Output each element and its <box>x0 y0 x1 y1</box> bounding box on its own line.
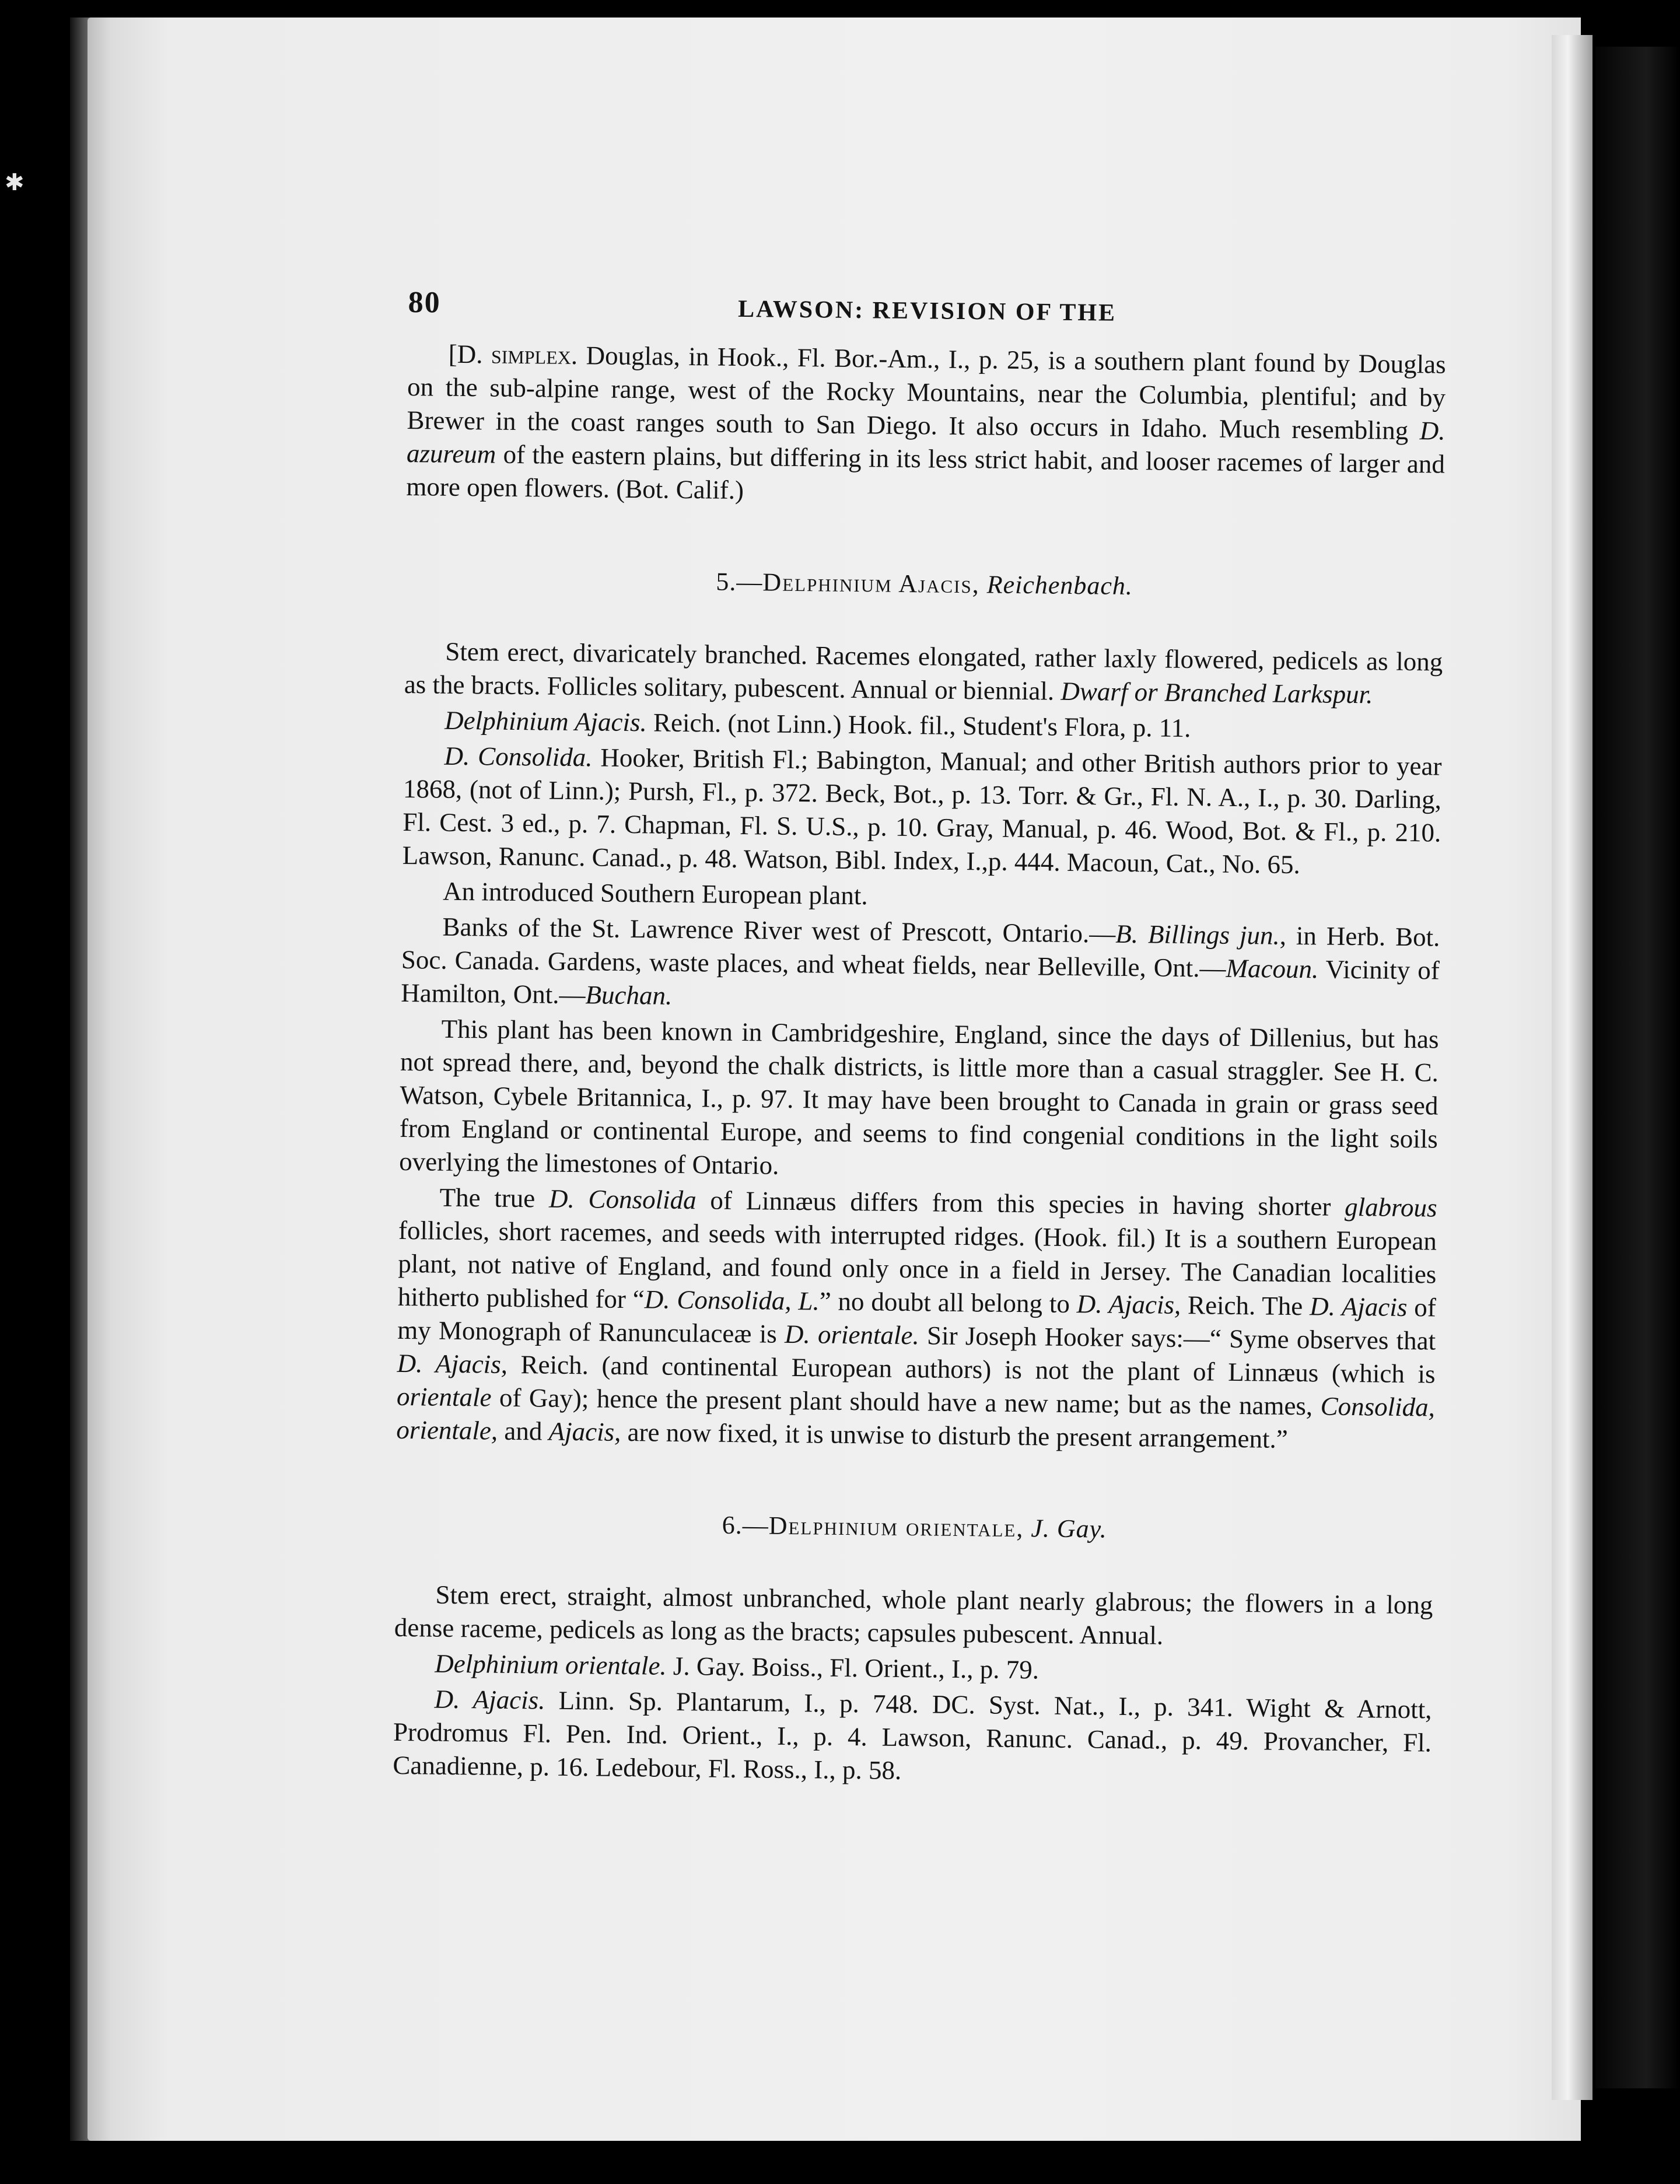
body-text: of Linnæus differs from this species in having shorter <box>696 1185 1345 1222</box>
history-paragraph: This plant has been known in Cambridgeshire, England, since the days of Dillenius, but has not spread there, and, beyond the chalk districts, is little more than a casual straggler. See H. C. Watson, Cybele Britannica, I., p. 97. It may have been brought to Canada in grain or grass seed from England or continental Europe, and seems to find congenial conditions in the light soils overlying the limestones of Ontario. <box>399 1014 1439 1180</box>
page-text <box>393 286 1447 1795</box>
synonym-name: Delphinium Ajacis. <box>444 705 648 737</box>
body-text: of my Monograph of Ranunculaceæ is <box>397 1293 1437 1349</box>
synonym-name: Delphinium orientale. <box>435 1648 667 1681</box>
taxon-name: D. Ajacis, <box>397 1348 508 1379</box>
description-text: Stem erect, divaricately branched. Racemes elongated, rather laxly flowered, pedicels as long as the bracts. Follicles solitary, pubescent. Annual or biennial. <box>404 636 1443 706</box>
synonym-refs: Linn. Sp. Plantarum, I., p. 748. DC. Syst. Nat., I., p. 341. Wight & Arnott, Prodromus Fl. Pen. Ind. Orient., I., p. 4. Lawson, Ranunc. Canad., p. 49. Provancher, Fl. Canadienne, p. 16. Ledebour, Fl. Ross., I., p. 58. <box>393 1685 1432 1785</box>
body-text: Reich. (and continental European authors) is not the plant of Linnæus (which is <box>507 1349 1436 1389</box>
species-name: Delphinium orientale, <box>768 1511 1024 1543</box>
species-description: Stem erect, straight, almost unbranched, whole plant nearly glabrous; the flowers in a long dense raceme, pedicels as long as the bracts; capsules pubescent. Annual. <box>394 1580 1433 1650</box>
emphasis: glabrous <box>1344 1192 1437 1223</box>
section-heading-5 <box>405 562 1443 606</box>
species-name: Delphinium Ajacis, <box>762 568 980 599</box>
synonym-refs: Hooker, British Fl.; Babington, Manual; and other British authors prior to year 1868, (not of Linn.); Pursh, Fl., p. 372. Beck, Bot., p. 13. Torr. & Gr., Fl. N. A., I., p. 30. Darling, Fl. Cest. 3 ed., p. 7. Chapman, Fl. S. U.S., p. 10. Gray, Manual, p. 46. Wood, Bot. & Fl., p. 210. Lawson, Ranunc. Canad., p. 48. Watson, Bibl. Index, I.,p. 444. Macoun, Cat., No. 65. <box>402 743 1442 880</box>
bracket-open: [D. <box>448 339 492 369</box>
page-edge <box>1552 35 1592 2100</box>
species-description <box>404 635 1443 712</box>
locality-text: Banks of the St. Lawrence River west of Prescott, Ontario.— <box>442 912 1116 949</box>
collector: Buchan. <box>585 980 673 1010</box>
section-heading-6 <box>396 1505 1434 1549</box>
taxon-name: D. Consolida, L. <box>644 1284 820 1316</box>
simplex-note <box>406 337 1446 514</box>
synonym-name: D. Consolida. <box>444 741 593 772</box>
section-number: 5.— <box>716 567 763 597</box>
taxon-name: D. orientale. <box>784 1319 920 1350</box>
taxon-name: orientale <box>396 1381 492 1412</box>
page-number: 80 <box>408 286 441 320</box>
taxon-name: simplex. <box>491 340 578 370</box>
species-author: Reichenbach. <box>986 570 1133 601</box>
taxon-name: D. azureum <box>406 416 1446 469</box>
note-text: Douglas, in Hook., Fl. Bor.-Am., I., p. 25, is a southern plant found by Douglas on the sub-alpine range, west of the Rocky Mountains, near the Columbia, plentiful; and by Brewer in the coast ranges south to San Diego. It also occurs in Idaho. Much resembling <box>407 341 1446 446</box>
taxon-name: D. Consolida <box>548 1184 696 1215</box>
comparison-paragraph <box>396 1181 1437 1458</box>
common-name: Dwarf or Branched Larkspur. <box>1060 676 1373 709</box>
synonym-refs: Reich. (not Linn.) Hook. fil., Student's Flora, p. 11. <box>646 708 1191 743</box>
species-author: J. Gay. <box>1031 1514 1108 1544</box>
taxon-name: Ajacis, <box>548 1416 621 1447</box>
locality-text: Vicinity of Hamilton, Ont.— <box>401 954 1440 1010</box>
facing-page <box>1595 47 1680 2088</box>
body-text: Sir Joseph Hooker says:—“ Syme observes that <box>919 1321 1436 1356</box>
body-text: are now fixed, it is unwise to disturb the present arrangement.” <box>621 1417 1289 1454</box>
synonym-refs: J. Gay. Boiss., Fl. Orient., I., p. 79. <box>666 1651 1040 1685</box>
running-title: LAWSON: REVISION OF THE <box>737 295 1117 327</box>
taxon-name: D. Ajacis <box>1309 1292 1408 1322</box>
localities <box>401 910 1440 1021</box>
dust-speck: ✱ <box>5 169 24 196</box>
synonym <box>393 1682 1432 1793</box>
section-number: 6.— <box>722 1510 769 1540</box>
body-text: ” no doubt all belong to <box>819 1286 1077 1319</box>
body-text: of Gay); hence the present plant should have a new name; but as the names, <box>491 1382 1321 1421</box>
taxon-name: D. Ajacis, <box>1076 1289 1181 1320</box>
body-text: Reich. The <box>1180 1290 1310 1321</box>
body-text: follicles, short racemes, and seeds with interrupted ridges. (Hook. fil.) It is a southern European plant, not native of England, and found only once in a field in Jersey. The Canadian localities hitherto published for “ <box>397 1215 1437 1314</box>
collector: Macoun. <box>1226 953 1319 984</box>
body-text: The true <box>439 1182 550 1213</box>
taxon-name: Consolida, orientale, <box>396 1391 1436 1446</box>
collector: B. Billings jun. <box>1115 919 1280 950</box>
note-text: of the eastern plains, but differing in its less strict habit, and looser racemes of larger and more open flowers. (Bot. Calif.) <box>406 439 1446 505</box>
locality-text: , in Herb. Bot. Soc. Canada. Gardens, waste places, and wheat fields, near Belleville, Ont.— <box>401 921 1440 983</box>
origin-note: An introduced Southern European plant. <box>442 876 868 911</box>
synonym-name: D. Ajacis. <box>434 1684 545 1715</box>
body-text: and <box>497 1416 549 1446</box>
synonym <box>402 739 1441 883</box>
